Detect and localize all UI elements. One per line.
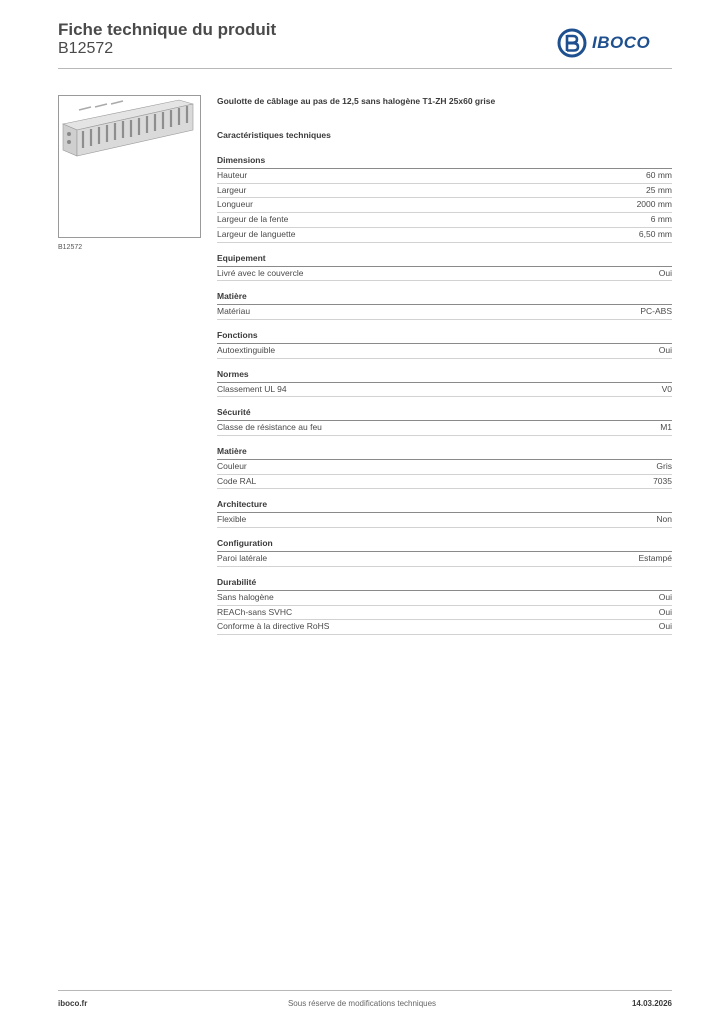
spec-label: Largeur de la fente — [217, 214, 289, 225]
spec-group — [217, 330, 672, 359]
spec-group-title: Dimensions — [217, 155, 672, 169]
spec-label: Paroi latérale — [217, 553, 268, 564]
spec-group — [217, 577, 672, 635]
spec-row — [217, 460, 672, 475]
spec-group-title: Configuration — [217, 538, 672, 552]
spec-group — [217, 253, 672, 282]
spec-group-title: Matière — [217, 446, 672, 460]
spec-label: Code RAL — [217, 475, 257, 486]
spec-value: V0 — [661, 383, 672, 394]
spec-label: REACh-sans SVHC — [217, 606, 293, 617]
spec-value: 2000 mm — [636, 199, 672, 210]
spec-group — [217, 369, 672, 398]
spec-value: PC-ABS — [640, 306, 672, 317]
logo-text: IBOCO — [592, 33, 651, 52]
product-code: B12572 — [58, 40, 114, 57]
spec-label: Conforme à la directive RoHS — [217, 621, 330, 632]
spec-value: 6,50 mm — [638, 228, 672, 239]
spec-label: Hauteur — [217, 170, 248, 180]
spec-group-title: Equipement — [217, 253, 672, 267]
spec-value: 60 mm — [646, 170, 672, 180]
spec-label: Flexible — [217, 514, 247, 525]
footer-website: iboco.fr — [58, 999, 88, 1008]
spec-group — [217, 155, 672, 243]
product-details — [217, 96, 672, 635]
spec-value: 25 mm — [646, 184, 672, 195]
document-title: Fiche technique du produit — [58, 20, 277, 39]
spec-row — [217, 344, 672, 359]
spec-row — [217, 475, 672, 490]
spec-group-title: Matière — [217, 291, 672, 305]
spec-value: Non — [656, 514, 672, 525]
spec-group-title: Architecture — [217, 499, 672, 513]
spec-row — [217, 169, 672, 184]
spec-label: Classement UL 94 — [217, 383, 287, 394]
spec-value: Estampé — [638, 553, 672, 564]
spec-label: Autoextinguible — [217, 344, 276, 355]
spec-row — [217, 606, 672, 621]
footer-disclaimer: Sous réserve de modifications techniques — [287, 999, 437, 1008]
spec-label: Largeur de languette — [217, 228, 296, 239]
spec-value: Oui — [658, 267, 672, 278]
spec-row — [217, 620, 672, 635]
spec-group — [217, 538, 672, 567]
spec-row — [217, 228, 672, 243]
product-name: Goulotte de câblage au pas de 12,5 sans halogène T1-ZH 25x60 grise — [217, 96, 496, 106]
product-image — [58, 95, 201, 238]
spec-row — [217, 305, 672, 320]
spec-row — [217, 591, 672, 606]
spec-row — [217, 383, 672, 398]
spec-value: M1 — [660, 422, 672, 433]
spec-label: Largeur — [217, 184, 247, 195]
spec-value: Oui — [658, 344, 672, 355]
spec-row — [217, 421, 672, 436]
spec-row — [217, 213, 672, 228]
spec-group-title: Fonctions — [217, 330, 672, 344]
spec-group-title: Durabilité — [217, 577, 672, 591]
spec-group-title: Sécurité — [217, 407, 672, 421]
spec-row — [217, 552, 672, 567]
spec-groups — [217, 155, 672, 635]
spec-row — [217, 184, 672, 199]
spec-value: 7035 — [653, 475, 672, 486]
spec-label: Classe de résistance au feu — [217, 422, 322, 433]
spec-label: Livré avec le couvercle — [217, 267, 304, 278]
spec-group — [217, 291, 672, 320]
spec-group — [217, 446, 672, 489]
footer-divider — [58, 990, 672, 991]
spec-row — [217, 267, 672, 282]
spec-row — [217, 198, 672, 213]
spec-label: Couleur — [217, 461, 247, 472]
iboco-logo-icon — [557, 28, 587, 58]
spec-value: Gris — [656, 461, 672, 472]
footer-date: 14.03.2026 — [631, 999, 672, 1008]
spec-group — [217, 499, 672, 528]
image-caption: B12572 — [58, 244, 83, 251]
spec-label: Sans halogène — [217, 591, 274, 602]
spec-group — [217, 407, 672, 436]
spec-label: Matériau — [217, 306, 251, 317]
spec-value: Oui — [658, 606, 672, 617]
spec-group-title: Normes — [217, 369, 672, 383]
spec-value: Oui — [658, 591, 672, 602]
brand-logo — [557, 28, 650, 58]
cable-duct-illustration — [59, 96, 200, 237]
spec-row — [217, 513, 672, 528]
spec-label: Longueur — [217, 199, 253, 210]
spec-value: 6 mm — [650, 214, 672, 225]
spec-value: Oui — [658, 621, 672, 632]
header-divider — [58, 68, 672, 69]
specs-heading: Caractéristiques techniques — [217, 130, 331, 140]
